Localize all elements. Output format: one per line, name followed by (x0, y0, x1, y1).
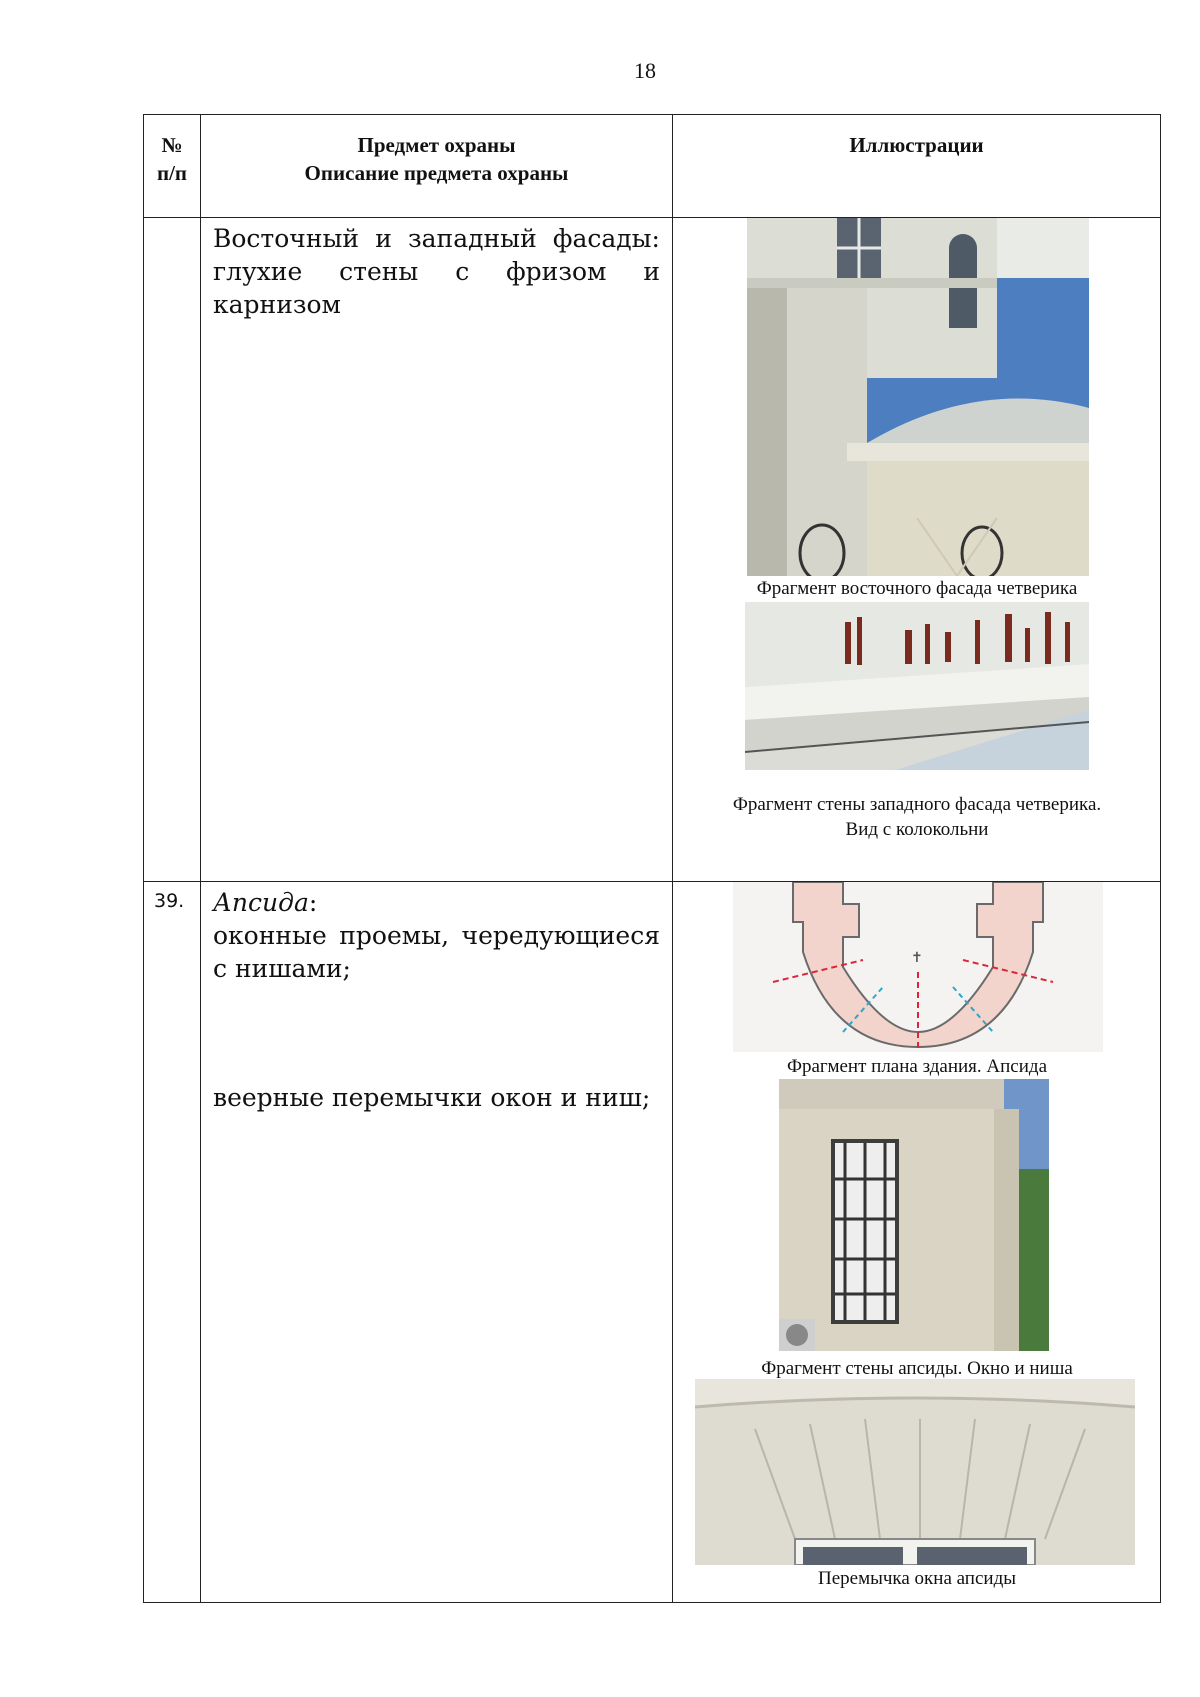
row1-text-line2: глухие стены с фризом и карнизом (213, 257, 660, 319)
apse-lintel-photo (695, 1379, 1135, 1565)
table-row (144, 882, 1161, 1603)
row-illustrations (673, 218, 1161, 882)
row-description (201, 218, 673, 882)
header-subject-line2: Описание предмета охраны (304, 161, 569, 185)
row-number: 39. (144, 882, 201, 1603)
apse-plan-image (733, 882, 1103, 1052)
header-num-line1: № (161, 133, 183, 157)
row-number (144, 218, 201, 882)
caption-apse-wall: Фрагмент стены апсиды. Окно и ниша (761, 1358, 1073, 1379)
header-subject-line1: Предмет охраны (357, 133, 516, 157)
row-illustrations (673, 882, 1161, 1603)
east-facade-photo (747, 218, 1089, 576)
table-header-row (144, 115, 1161, 218)
row2-title-suffix: : (308, 888, 318, 917)
svg-text:✝: ✝ (911, 950, 923, 966)
header-num-line2: п/п (156, 161, 188, 185)
caption-west-facade-line1: Фрагмент стены западного фасада четверика. (732, 794, 1102, 815)
caption-apse-lintel: Перемычка окна апсиды (817, 1568, 1017, 1589)
caption-west-facade (673, 792, 1161, 842)
caption-west-facade-line2: Вид с колокольни (845, 819, 989, 840)
row-description (201, 882, 673, 1603)
row2-text2: веерные перемычки окон и ниш; (213, 1083, 651, 1112)
header-number (144, 115, 201, 218)
row1-text-line1: Восточный и западный фасады: (213, 224, 660, 253)
apse-wall-photo (779, 1079, 1049, 1351)
caption-apse-plan: Фрагмент плана здания. Апсида (786, 1056, 1048, 1077)
table-row (144, 218, 1161, 882)
heritage-table (143, 114, 1161, 1603)
header-subject (201, 115, 673, 218)
row2-text1: оконные проемы, чередующиеся с нишами; (213, 921, 660, 983)
caption-east-facade: Фрагмент восточного фасада четверика (756, 578, 1078, 599)
page-number: 18 (634, 58, 656, 83)
west-facade-photo (745, 602, 1089, 770)
row2-title-line (213, 886, 660, 919)
row2-title: Апсида (213, 888, 309, 917)
header-illustrations: Иллюстрации (673, 115, 1161, 218)
